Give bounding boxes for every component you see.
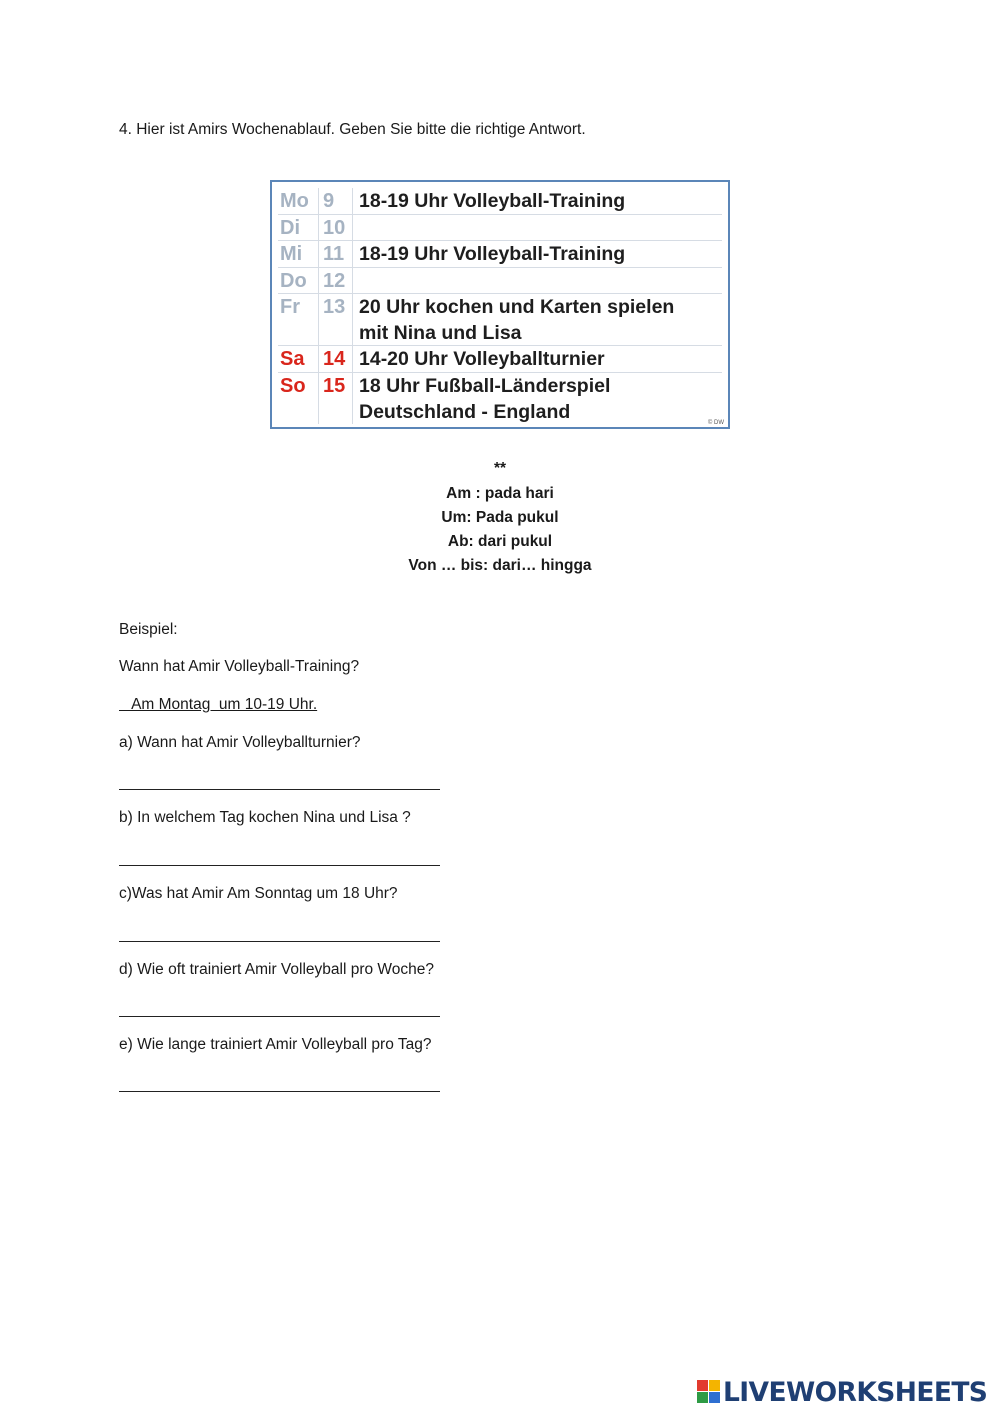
schedule-day: Fr — [280, 296, 300, 318]
answer-field-c[interactable] — [119, 941, 440, 942]
schedule-date: 9 — [318, 188, 348, 214]
schedule-row — [278, 215, 722, 241]
question-d: d) Wie oft trainiert Amir Volleyball pro Woche? — [119, 961, 435, 978]
weekly-schedule-table — [270, 180, 730, 429]
example-label: Beispiel: — [119, 621, 178, 638]
question-c: c)Was hat Amir Am Sonntag um 18 Uhr? — [119, 885, 398, 902]
legend-line: Ab: dari pukul — [447, 533, 553, 550]
schedule-row — [278, 373, 722, 424]
legend-line: Am : pada hari — [446, 485, 554, 502]
schedule-day: Do — [280, 270, 307, 292]
legend-line: Von … bis: dari… hingga — [408, 557, 592, 574]
schedule-date: 10 — [318, 215, 348, 240]
answer-field-d[interactable] — [119, 1016, 440, 1017]
schedule-day: So — [280, 375, 306, 397]
schedule-day: Sa — [280, 348, 305, 370]
copyright-mark: © DW — [707, 420, 724, 426]
logo-blocks-icon — [697, 1380, 721, 1404]
schedule-event: 18 Uhr Fußball-Länderspiel Deutschland - England — [352, 373, 722, 424]
example-question: Wann hat Amir Volleyball-Training? — [119, 658, 360, 675]
schedule-row — [278, 188, 722, 215]
schedule-row — [278, 268, 722, 294]
schedule-row — [278, 346, 722, 373]
schedule-date: 11 — [318, 241, 348, 267]
example-answer: Am Montag um 10-19 Uhr. — [119, 696, 318, 713]
logo-text: LIVEWORKSHEETS — [723, 1377, 988, 1408]
instruction-text: 4. Hier ist Amirs Wochenablauf. Geben Sie bitte die richtige Antwort. — [119, 121, 586, 138]
schedule-event: 18-19 Uhr Volleyball-Training — [352, 188, 722, 214]
schedule-row — [278, 294, 722, 346]
schedule-row — [278, 241, 722, 268]
schedule-date: 14 — [318, 346, 348, 372]
answer-field-b[interactable] — [119, 865, 440, 866]
schedule-day: Mi — [280, 243, 303, 265]
schedule-day: Mo — [280, 190, 309, 212]
answer-field-a[interactable] — [119, 789, 440, 790]
answer-field-e[interactable] — [119, 1091, 440, 1092]
legend-line: Um: Pada pukul — [441, 509, 559, 526]
question-b: b) In welchem Tag kochen Nina und Lisa ? — [119, 809, 411, 826]
question-a: a) Wann hat Amir Volleyballturnier? — [119, 734, 361, 751]
schedule-day: Di — [280, 217, 300, 239]
schedule-date: 12 — [318, 268, 348, 293]
schedule-date: 15 — [318, 373, 348, 424]
schedule-event: 20 Uhr kochen und Karten spielen mit Nina und Lisa — [352, 294, 722, 345]
schedule-event: 14-20 Uhr Volleyballturnier — [352, 346, 722, 372]
legend-stars: ** — [493, 460, 507, 477]
schedule-event — [352, 215, 722, 240]
schedule-event — [352, 268, 722, 293]
schedule-date: 13 — [318, 294, 348, 345]
question-e: e) Wie lange trainiert Amir Volleyball pro Tag? — [119, 1036, 432, 1053]
schedule-event: 18-19 Uhr Volleyball-Training — [352, 241, 722, 267]
